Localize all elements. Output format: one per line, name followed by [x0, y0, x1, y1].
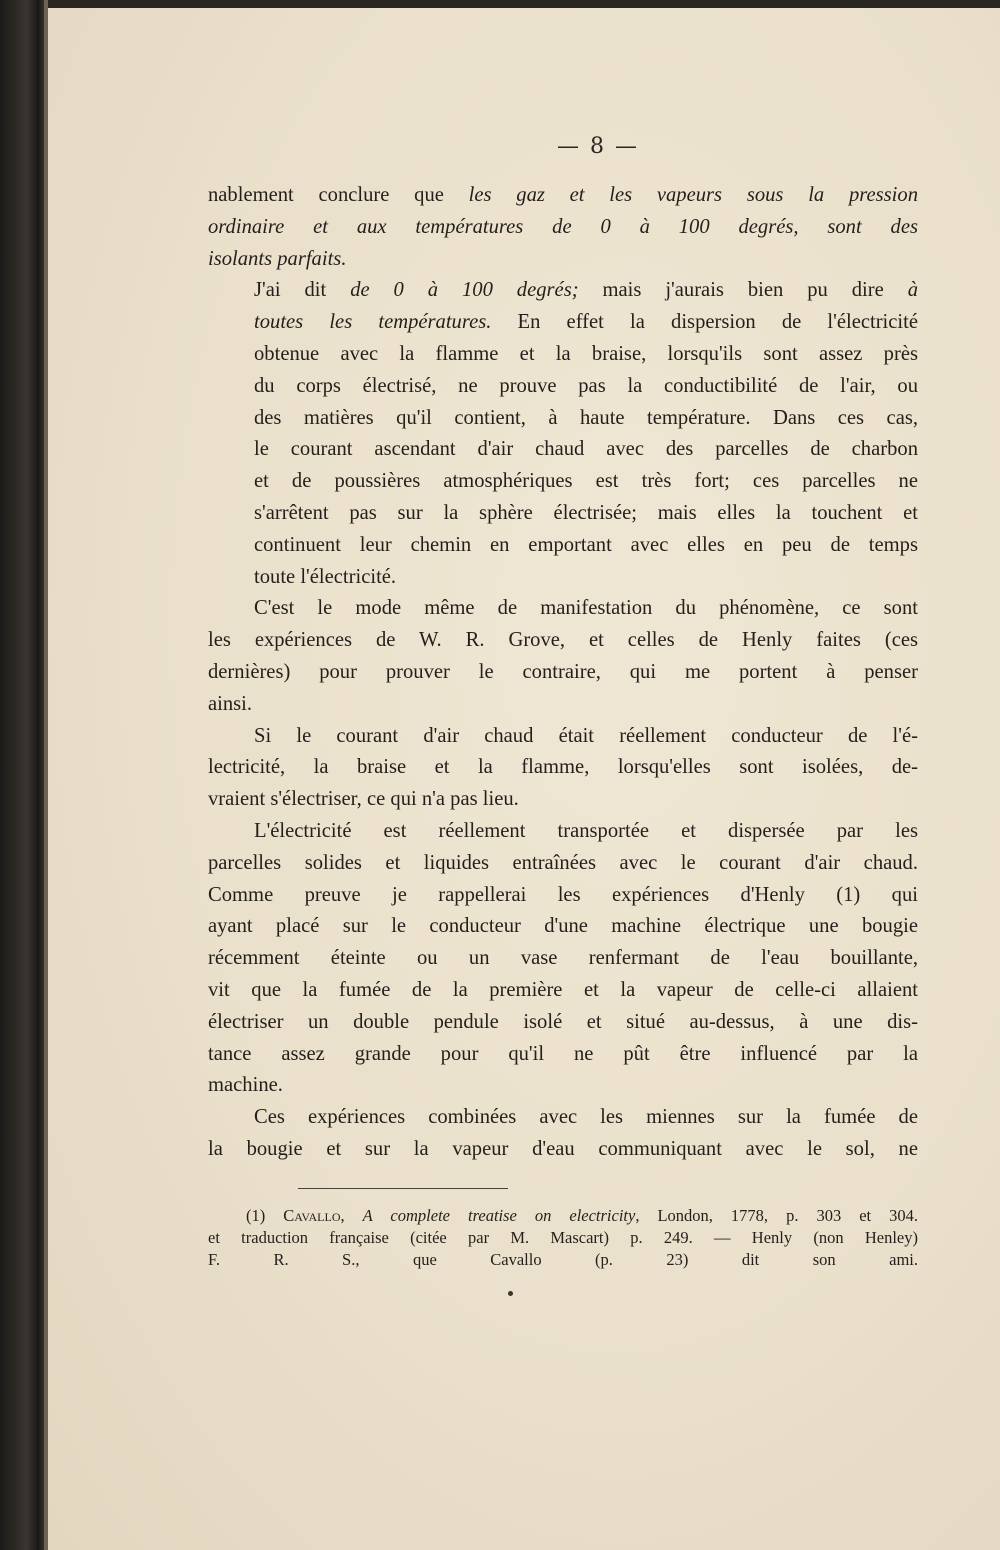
italic-run: à — [907, 279, 918, 302]
footnote-divider — [298, 1188, 508, 1189]
text-line: et de poussières atmosphériques est très fort; ces parcelles ne — [254, 470, 918, 493]
paragraph-1 — [208, 180, 918, 275]
text-line: Si le courant d'air chaud était réellement conducteur de l'é- — [254, 724, 918, 747]
italic-run: de 0 à 100 degrés; — [350, 279, 579, 302]
italic-run: toutes les températures. — [254, 311, 492, 334]
text-run: En effet la dispersion de l'électricité — [491, 311, 919, 334]
text-line: dernières) pour prouver le contraire, qui me portent à penser — [208, 660, 918, 683]
footnote — [208, 1205, 918, 1271]
footnote-title: A complete treatise on electricity — [362, 1206, 636, 1225]
text-line: obtenue avec la flamme et la braise, lorsqu'ils sont assez près — [254, 342, 918, 365]
italic-run: ordinaire et aux températures de 0 à 100 degrés, sont des — [208, 215, 918, 238]
text-run: , London, 1778, p. 303 et 304. — [635, 1206, 918, 1225]
main-text — [208, 180, 918, 1166]
italic-run: isolants parfaits. — [208, 247, 347, 270]
text-line: L'électricité est réellement transportée et dispersée par les — [254, 819, 918, 842]
paragraph-6 — [208, 1102, 918, 1166]
text-line: tance assez grande pour qu'il ne pût être influencé par la — [208, 1042, 918, 1065]
text-line: Comme preuve je rappellerai les expériences d'Henly (1) qui — [208, 883, 918, 906]
text-line — [208, 212, 918, 244]
text-line: lectricité, la braise et la flamme, lorsqu'elles sont isolées, de- — [208, 756, 918, 779]
italic-run: les gaz et les vapeurs sous la pression — [468, 184, 918, 206]
text-line: ainsi. — [208, 692, 253, 715]
text-line: s'arrêtent pas sur la sphère électrisée; mais elles la touchent et — [254, 501, 918, 524]
paragraph-3 — [208, 593, 918, 720]
footnote-line: et traduction française (citée par M. Mascart) p. 249. — Henly (non Henley) — [208, 1228, 918, 1247]
text-line: la bougie et sur la vapeur d'eau communiquant avec le sol, ne — [208, 1137, 918, 1160]
text-line: C'est le mode même de manifestation du phénomène, ce sont — [254, 597, 918, 620]
paragraph-4 — [208, 721, 918, 816]
text-line: électriser un double pendule isolé et situé au-dessus, à une dis- — [208, 1010, 918, 1033]
paragraph-2 — [208, 275, 918, 593]
text-line: parcelles solides et liquides entraînées avec le courant d'air chaud. — [208, 851, 918, 874]
text-line — [208, 180, 918, 212]
text-run: J'ai dit — [254, 279, 351, 302]
text-line: vraient s'électriser, ce qui n'a pas lieu. — [208, 788, 519, 811]
text-line: Ces expériences combinées avec les miennes sur la fumée de — [254, 1106, 918, 1129]
text-line: continuent leur chemin en emportant avec elles en peu de temps — [254, 533, 918, 556]
footnote-line: F. R. S., que Cavallo (p. 23) dit son ami. — [208, 1250, 918, 1269]
text-line: toute l'électricité. — [254, 565, 397, 588]
text-line: vit que la fumée de la première et la vapeur de celle-ci allaient — [208, 978, 918, 1001]
page-number: — 8 — — [557, 134, 639, 159]
text-line: machine. — [208, 1074, 283, 1097]
text-line: des matières qu'il contient, à haute température. Dans ces cas, — [254, 406, 918, 429]
text-run: nablement conclure que — [208, 184, 469, 206]
footnote-author: Cavallo — [283, 1206, 341, 1225]
text-line: les expériences de W. R. Grove, et celles de Henly faites (ces — [208, 629, 918, 652]
text-run: mais j'aurais bien pu dire — [578, 279, 908, 302]
text-line — [208, 244, 918, 276]
book-binding — [0, 0, 48, 1550]
text-line — [208, 307, 918, 339]
text-run: , — [340, 1206, 363, 1225]
footnote-marker: (1) — [246, 1206, 284, 1225]
book-page — [48, 8, 1000, 1550]
text-line: du corps électrisé, ne prouve pas la conductibilité de l'air, ou — [254, 374, 918, 397]
text-line: le courant ascendant d'air chaud avec des parcelles de charbon — [254, 438, 918, 461]
text-line: ayant placé sur le conducteur d'une machine électrique une bougie — [208, 915, 918, 938]
text-line: récemment éteinte ou un vase renfermant de l'eau bouillante, — [208, 947, 918, 970]
ink-dot — [508, 1291, 513, 1296]
text-line — [208, 275, 918, 307]
footnote-line — [208, 1205, 918, 1227]
paragraph-5 — [208, 816, 918, 1102]
